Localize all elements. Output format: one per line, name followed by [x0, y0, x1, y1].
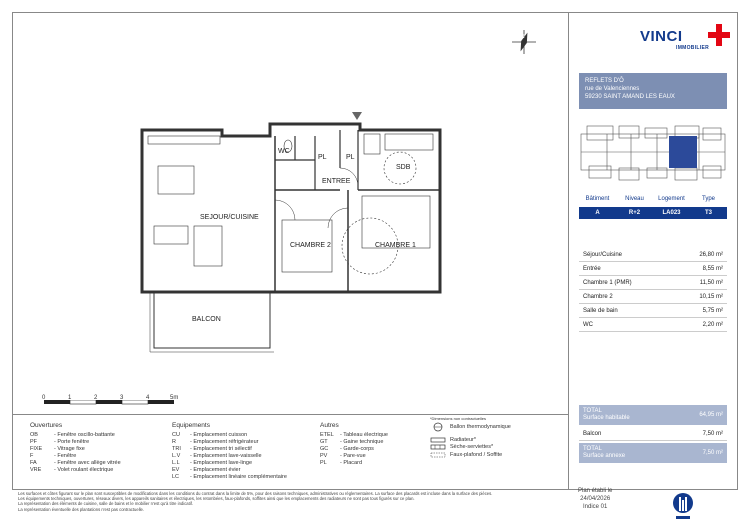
total-annexe-label: TOTAL	[583, 446, 602, 452]
footnote-line: Les surfaces et côtes figurant sur le plan sont susceptibles de modifications dans les conditions du contrat dans la limite de 5%, pour des raisons techniques, administratives ou réglementaires. La surface des placards est incluse dans la surface des pièces.	[18, 491, 493, 496]
legend-item: FA - Fenêtre avec allège vitrée	[30, 460, 121, 466]
surface-row	[579, 290, 727, 304]
address-line-3: 59230 SAINT AMAND LES EAUX	[585, 94, 675, 100]
radiateur-icon	[430, 437, 446, 443]
scale-label: 5m	[170, 395, 179, 401]
surface-value: 5,75 m²	[702, 307, 723, 314]
footnote-line: La représentation des éléments de cuisine, salle de bains et le mobilier n'est qu'à titre indicatif.	[18, 501, 194, 507]
logo-text: VINCI	[640, 28, 683, 45]
surface-label: Chambre 2	[583, 293, 613, 300]
header-batiment: Bâtiment	[585, 196, 610, 202]
legend-item: GC - Garde-corps	[320, 446, 374, 452]
legend-symbol-label: Faux-plafond / Soffite	[450, 452, 503, 458]
address-line-1: REFLETS D'Ô	[585, 78, 624, 84]
total-habitable-value: 64,95 m²	[699, 412, 723, 418]
value-niveau: R+2	[628, 210, 641, 216]
total-habitable-sublabel: Surface habitable	[583, 415, 630, 421]
legend-item: CU - Emplacement cuisson	[172, 432, 248, 438]
room-label-sejour: SEJOUR/CUISINE	[200, 214, 259, 221]
surface-label: Entrée	[583, 265, 601, 272]
surface-value: 2,20 m²	[702, 321, 723, 328]
floor-plan	[130, 108, 450, 358]
info-headers	[579, 196, 727, 206]
address-block	[579, 73, 727, 109]
legend-item: PF - Porte fenêtre	[30, 439, 90, 445]
footnote-line: Les équipements techniques, ouvertures, réseaux divers, les appareils sanitaires et électriques, les retombées, faux-plafonds, soffites ainsi que les emplacements des radiateurs ne sont pas tous figurés sur ce plan.	[18, 496, 415, 502]
plan-info	[578, 487, 612, 511]
surface-row	[579, 248, 727, 262]
sheet-divider-vertical	[568, 12, 569, 490]
scale-bar	[44, 400, 178, 406]
legend-item: EV - Emplacement évier	[172, 467, 241, 473]
info-values	[579, 207, 727, 219]
footnote-line: La représentation éventuelle des plantations n'est pas contractuelle.	[18, 506, 145, 512]
plan-info-label: Plan établi le	[578, 488, 613, 494]
ballon-thermodynamique-icon	[430, 422, 446, 432]
room-label-entree: ENTREE	[322, 178, 351, 185]
surface-value: 10,15 m²	[699, 293, 723, 300]
legend-item: PL - Placard	[320, 460, 363, 466]
vinci-logo	[640, 28, 730, 50]
room-label-pl: PL	[318, 154, 327, 161]
legend-item: LC - Emplacement linéaire complémentaire	[172, 474, 287, 480]
legend-symbol-label: Radiateur*	[450, 437, 476, 443]
surface-row	[579, 318, 727, 332]
plan-info-date: 24/04/2026	[580, 496, 611, 502]
header-type: Type	[701, 196, 715, 202]
total-annexe	[579, 443, 727, 463]
architect-logo-icon	[672, 492, 694, 522]
sheet-divider-horizontal	[12, 414, 568, 415]
balcon-row	[579, 427, 727, 441]
svg-text:N: N	[521, 34, 525, 40]
legend-equipements-title: Equipements	[172, 422, 210, 429]
value-logement: LA023	[662, 210, 681, 216]
total-habitable	[579, 405, 727, 425]
legend-note: *Dimensions non contractuelles	[430, 416, 487, 421]
legend-item: TRI - Emplacement tri sélectif	[172, 446, 252, 452]
legend-item: F - Fenêtre	[30, 453, 77, 459]
scale-label: 4	[146, 395, 150, 401]
legend-item: FIXE - Vitrage fixe	[30, 446, 85, 452]
balcon-value: 7,50 m²	[702, 430, 723, 437]
room-label-chambre-2: CHAMBRE 2	[290, 242, 331, 249]
seche-serviettes-icon	[430, 444, 446, 450]
legend-ouvertures-title: Ouvertures	[30, 422, 63, 429]
plan-info-index: Indice 01	[583, 504, 608, 510]
scale-label: 1	[68, 395, 72, 401]
value-type: T3	[704, 210, 712, 216]
balcon-label: Balcon	[583, 430, 602, 437]
scale-label: 0	[42, 395, 46, 401]
room-label-sdb: SDB	[396, 164, 411, 171]
logo-subtitle: IMMOBILIER	[676, 45, 709, 51]
surface-label: WC	[583, 321, 593, 328]
surface-label: Salle de bain	[583, 307, 618, 314]
header-logement: Logement	[658, 196, 685, 202]
surface-value: 8,55 m²	[702, 265, 723, 272]
surface-label: Chambre 1 (PMR)	[583, 279, 632, 286]
surface-row	[579, 276, 727, 290]
compass-icon	[512, 30, 536, 54]
value-batiment: A	[595, 210, 600, 216]
room-label-wc: WC	[278, 148, 290, 155]
legend-symbol-label: Ballon thermodynamique	[450, 424, 511, 430]
room-label-pl: PL	[346, 154, 355, 161]
surface-label: Séjour/Cuisine	[583, 251, 623, 258]
surface-row	[579, 304, 727, 318]
legend-item: GT - Gaine technique	[320, 439, 384, 445]
scale-label: 2	[94, 395, 98, 401]
scale-label: 3	[120, 395, 124, 401]
faux-plafond-icon	[430, 452, 446, 458]
footnote	[18, 491, 558, 512]
legend-item: VRE - Volet roulant électrique	[30, 467, 114, 473]
building-minimap	[579, 112, 727, 192]
total-habitable-label: TOTAL	[583, 408, 602, 414]
legend-symbol-label: Sèche-serviettes*	[450, 444, 494, 450]
legend-item: R - Emplacement réfrigérateur	[172, 439, 259, 445]
surface-value: 26,80 m²	[699, 251, 723, 258]
room-label-balcon: BALCON	[192, 316, 221, 323]
legend-autres-title: Autres	[320, 422, 339, 429]
surface-row	[579, 262, 727, 276]
surface-value: 11,50 m²	[699, 279, 723, 286]
legend-item: L.V - Emplacement lave-vaisselle	[172, 453, 262, 459]
legend-item: PV - Pare-vue	[320, 453, 366, 459]
total-annexe-value: 7,50 m²	[702, 450, 723, 456]
room-label-chambre-1: CHAMBRE 1	[375, 242, 416, 249]
legend-item: ETEL - Tableau électrique	[320, 432, 388, 438]
header-niveau: Niveau	[625, 196, 644, 202]
vinci-cross-icon	[708, 24, 730, 46]
legend-item: OB - Fenêtre oscillo-battante	[30, 432, 115, 438]
total-annexe-sublabel: Surface annexe	[583, 453, 626, 459]
legend-item: L.L - Emplacement lave-linge	[172, 460, 253, 466]
address-line-2: rue de Valenciennes	[585, 86, 640, 92]
